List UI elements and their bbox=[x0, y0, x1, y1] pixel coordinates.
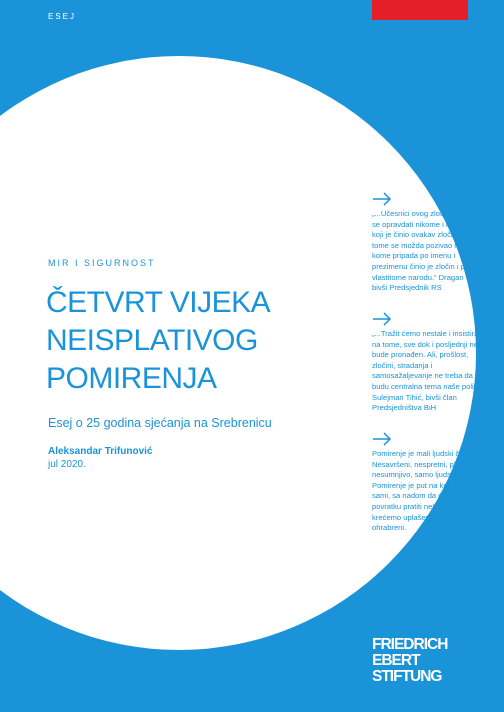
quote-text-3: Pomirenje je mali ljudski čin. Nesavršeni, nespretni, plašljivi, ali nesumnjivo, samo ljudski čin. Pomirenje je put na koji krećemo sami, sa nadom da će nas u povratku pratiti neko. Put na koji krećemo uplašeni, a vraćamo se ohrabreni. bbox=[372, 449, 486, 533]
red-accent-tab bbox=[372, 0, 468, 20]
category-label: MIR I SIGURNOST bbox=[48, 258, 156, 268]
logo-line-2: EBERT bbox=[372, 652, 420, 669]
logo-line-1: FRIEDRICH bbox=[372, 636, 448, 653]
quote-text-2: „...Tražit ćemo nestale i insistirati na tome, sve dok i posljednji ne bude pronađen. Ali, prošlost, zločini, stradanja i samosažaljevanje ne treba da budu centralna tema naše politike“ Sulejman Tihić, bivši član Predsjedništva BiH bbox=[372, 329, 489, 413]
quote-text-1: „...Učesnici ovog zločina ne mogu se opravdati nikome i ničim. Onaj koji je činio ovakav zločin i pri tome se možda pozivao na narod kome pripada po imenu i prezimenu činio je zločin i prema vlastitome narodu.“ Dragan Čavić, bivši Predsjednik RS bbox=[372, 209, 487, 293]
quote-block-3 bbox=[372, 432, 490, 534]
logo-line-3: STIFTUNG bbox=[372, 668, 442, 685]
title-line-2: NEISPLATIVOG bbox=[46, 324, 258, 357]
section-label: ESEJ bbox=[48, 12, 77, 21]
fes-logo bbox=[372, 637, 447, 685]
publication-date: jul 2020. bbox=[48, 459, 86, 470]
document-title bbox=[46, 284, 270, 398]
title-line-1: ČETVRT VIJEKA bbox=[46, 286, 271, 319]
arrow-right-icon bbox=[372, 192, 392, 206]
quote-block-1 bbox=[372, 192, 490, 294]
quote-block-2 bbox=[372, 312, 490, 414]
arrow-right-icon bbox=[372, 432, 392, 446]
author-name: Aleksandar Trifunović bbox=[48, 446, 153, 457]
title-line-3: POMIRENJA bbox=[46, 362, 217, 395]
document-subtitle: Esej o 25 godina sjećanja na Srebrenicu bbox=[48, 416, 272, 430]
arrow-right-icon bbox=[372, 312, 392, 326]
